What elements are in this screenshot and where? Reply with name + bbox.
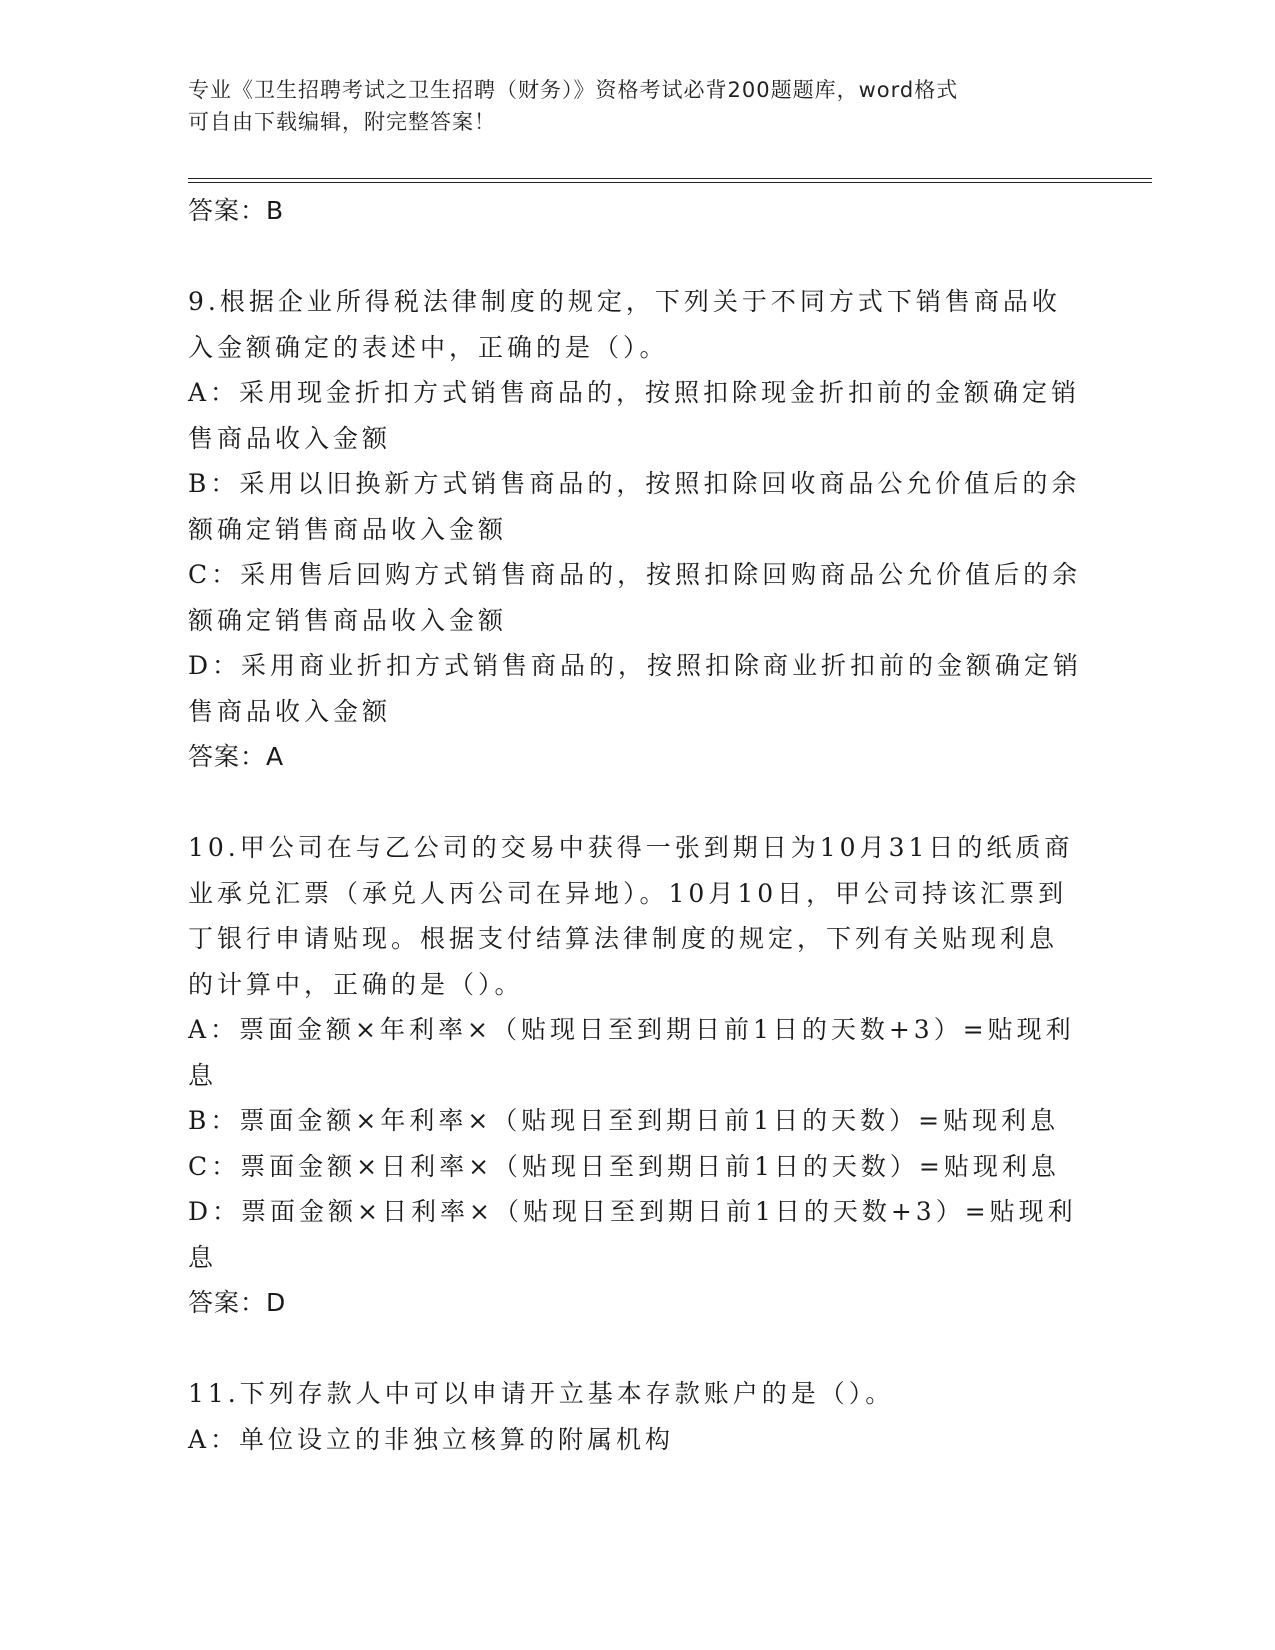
option-a: A：票面金额×年利率×（贴现日至到期日前1日的天数+3）=贴现利 <box>188 1015 1075 1044</box>
question-9 <box>188 279 1088 780</box>
question-stem: 入金额确定的表述中，正确的是（）。 <box>188 332 669 362</box>
document-body <box>188 188 1088 1462</box>
question-stem: 丁银行申请贴现。根据支付结算法律制度的规定，下列有关贴现利息 <box>188 924 1059 953</box>
option-d: 售商品收入金额 <box>188 696 392 726</box>
question-11 <box>188 1371 1088 1462</box>
option-b: 额确定销售商品收入金额 <box>188 514 508 544</box>
option-a: A：单位设立的非独立核算的附属机构 <box>188 1424 675 1454</box>
spacer <box>188 1326 1088 1372</box>
option-d: D：票面金额×日利率×（贴现日至到期日前1日的天数+3）=贴现利 <box>188 1197 1077 1226</box>
option-a: A：采用现金折扣方式销售商品的，按照扣除现金折扣前的金额确定销 <box>188 378 1081 407</box>
spacer <box>188 234 1088 280</box>
option-c: C：采用售后回购方式销售商品的，按照扣除回购商品公允价值后的余 <box>188 560 1082 589</box>
question-stem: 10.甲公司在与乙公司的交易中获得一张到期日为10月31日的纸质商 <box>188 833 1074 862</box>
question-stem: 11.下列存款人中可以申请开立基本存款账户的是（）。 <box>188 1379 895 1408</box>
spacer <box>188 780 1088 826</box>
question-stem: 业承兑汇票（承兑人丙公司在异地）。10月10日，甲公司持该汇票到 <box>188 878 1068 908</box>
option-b: B：采用以旧换新方式销售商品的，按照扣除回收商品公允价值后的余 <box>188 469 1081 498</box>
question-stem: 的计算中，正确的是（）。 <box>188 969 524 999</box>
header-divider-bottom <box>188 182 1152 183</box>
option-a: 售商品收入金额 <box>188 423 392 453</box>
header-divider-top <box>188 178 1152 179</box>
answer: 答案：D <box>188 1288 287 1317</box>
option-c: C：票面金额×日利率×（贴现日至到期日前1日的天数）=贴现利息 <box>188 1151 1060 1181</box>
header-title-line-2: 可自由下载编辑，附完整答案！ <box>188 110 496 134</box>
option-d: D：采用商业折扣方式销售商品的，按照扣除商业折扣前的金额确定销 <box>188 651 1083 680</box>
page-header <box>188 74 1068 138</box>
option-c: 额确定销售商品收入金额 <box>188 605 508 635</box>
option-b: B：票面金额×年利率×（贴现日至到期日前1日的天数）=贴现利息 <box>188 1106 1060 1135</box>
header-title-line-1: 专业《卫生招聘考试之卫生招聘（财务）》资格考试必背200题题库，word格式 <box>188 78 959 102</box>
question-10 <box>188 825 1088 1326</box>
question-stem: 9.根据企业所得税法律制度的规定，下列关于不同方式下销售商品收 <box>188 287 1061 316</box>
answer: 答案：A <box>188 742 285 771</box>
answer-previous-question: 答案：B <box>188 196 285 225</box>
option-d: 息 <box>188 1242 218 1272</box>
option-a: 息 <box>188 1060 218 1090</box>
